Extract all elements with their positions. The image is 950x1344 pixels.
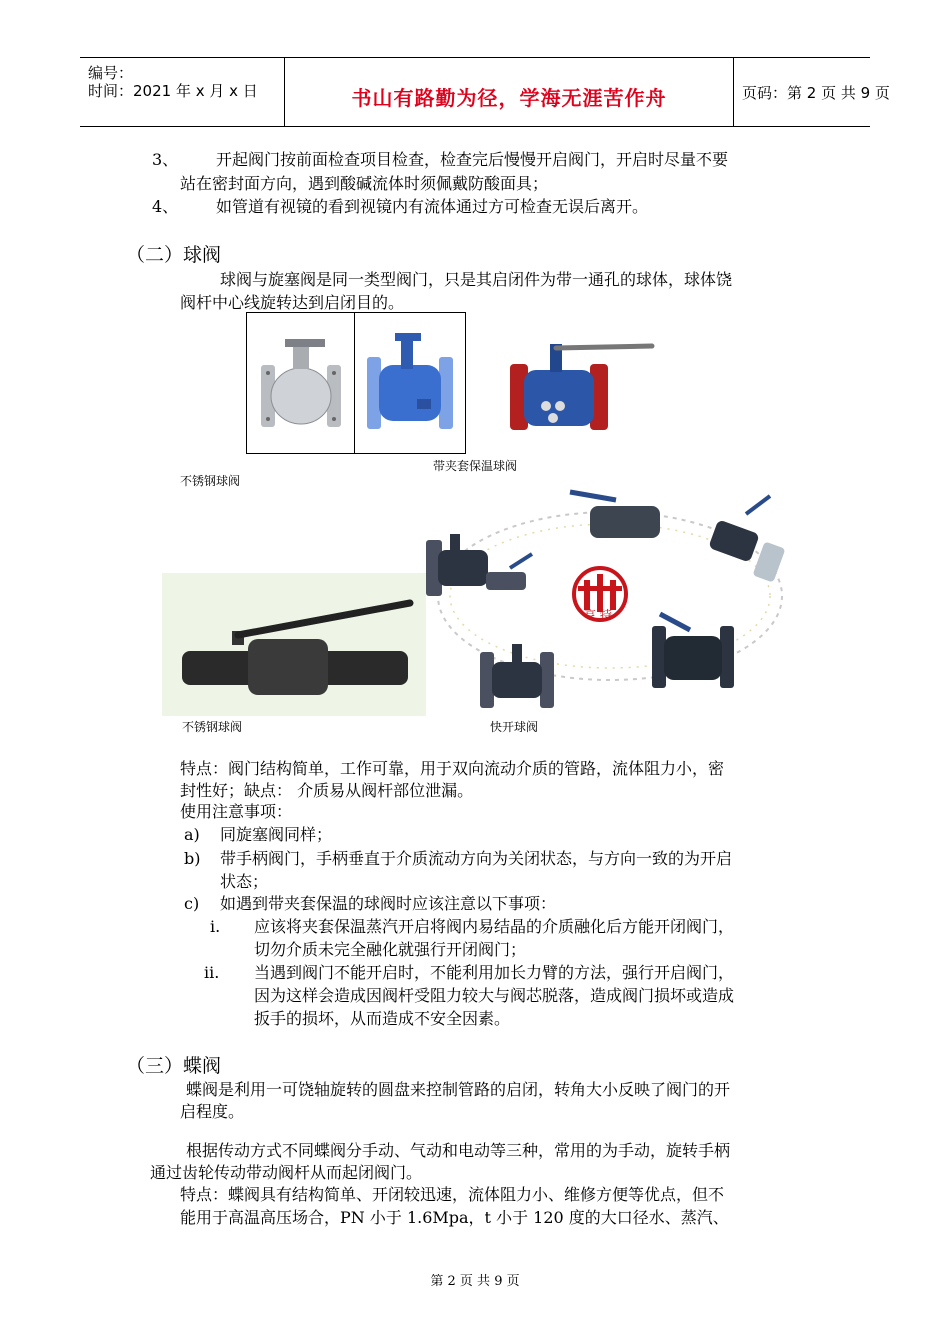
jacketed-ball-valve-image [354,312,466,454]
quick-open-ball-valve-collage [420,484,800,724]
caption-stainless-ball-valve-1: 不锈钢球阀 [180,474,241,488]
butterfly-valve-drive-line2: 通过齿轮传动带动阀杆从而起闭阀门。 [150,1163,423,1182]
sub-i-line1: 应该将夹套保温蒸汽开启将阀内易结晶的介质融化后方能开闭阀门， [254,917,735,936]
step-3-line2: 站在密封面方向，遇到酸碱流体时须佩戴防酸面具； [180,174,549,193]
stainless-valve-drawing [247,313,355,453]
sub-ii-label: ii. [204,963,220,982]
caption-jacketed-ball-valve: 带夹套保温球阀 [433,459,518,473]
butterfly-valve-heading: （三）蝶阀 [126,1055,222,1077]
logo-text: 亨 特 [584,608,612,622]
stainless-ball-valve-image [246,312,356,454]
ball-valve-heading: （二）球阀 [126,244,222,266]
note-c-label: c) [184,894,200,913]
step-3-number: 3、 [152,150,179,169]
page-footer: 第 2 页 共 9 页 [430,1274,520,1289]
note-b-line2: 状态； [220,872,269,891]
note-c-text: 如遇到带夹套保温的球阀时应该注意以下事项： [220,894,557,913]
header-motto-cell [284,58,734,126]
time-label: 时间：2021 年 x 月 x 日 [88,82,258,100]
header-right-cell [732,58,890,126]
threaded-valve-drawing [162,573,426,716]
ball-valve-notes-title: 使用注意事项： [180,802,293,821]
sub-i-line2: 切勿介质未完全融化就强行开闭阀门； [254,940,527,959]
step-4-line1: 如管道有视镜的看到视镜内有流体通过方可检查无误后离开。 [216,197,649,216]
ball-valve-features-line1: 特点：阀门结构简单，工作可靠，用于双向流动介质的管路，流体阻力小，密 [180,759,725,778]
butterfly-valve-drive-line1: 根据传动方式不同蝶阀分手动、气动和电动等三种，常用的为手动，旋转手柄 [186,1141,731,1160]
note-a-label: a) [184,825,200,844]
note-b-line1: 带手柄阀门，手柄垂直于介质流动方向为关闭状态，与方向一致的为开启 [220,849,733,868]
stainless-threaded-ball-valve-image [162,573,426,716]
serial-label: 编号： [88,64,134,82]
ball-valve-intro-line2: 阀杆中心线旋转达到启闭目的。 [180,293,405,312]
note-b-label: b) [184,849,201,868]
jacketed-valve-drawing [355,313,465,453]
sub-ii-line2: 因为这样会造成因阀杆受阻力较大与阀芯脱落，造成阀门损坏或造成 [254,986,735,1005]
caption-quick-open-ball-valve: 快开球阀 [490,720,539,734]
page-label: 页码：第 2 页 共 9 页 [742,84,890,102]
caption-stainless-ball-valve-2: 不锈钢球阀 [182,720,243,734]
step-3-line1: 开起阀门按前面检查项目检查，检查完后慢慢开启阀门，开启时尽量不要 [216,150,729,169]
jacketed-ball-valve-handle-image [502,326,662,446]
butterfly-valve-intro-line1: 蝶阀是利用一可饶轴旋转的圆盘来控制管路的启闭，转角大小反映了阀门的开 [186,1080,731,1099]
butterfly-valve-intro-line2: 启程度。 [180,1102,245,1121]
sub-ii-line1: 当遇到阀门不能开启时，不能利用加长力臂的方法，强行开启阀门， [254,963,735,982]
header-motto: 书山有路勤为径，学海无涯苦作舟 [351,86,667,110]
butterfly-valve-features-line1: 特点：蝶阀具有结构简单、开闭较迅速，流体阻力小、维修方便等优点，但不 [180,1185,725,1204]
header-left-cell [80,58,284,126]
page-header [80,57,890,127]
sub-i-label: i. [210,917,221,936]
note-a-text: 同旋塞阀同样； [220,825,333,844]
step-4-number: 4、 [152,197,179,216]
butterfly-valve-features-line2: 能用于高温高压场合，PN 小于 1.6Mpa，t 小于 120 度的大口径水、蒸汽、 [180,1208,729,1227]
sub-ii-line3: 扳手的损坏，从而造成不安全因素。 [254,1009,511,1028]
ball-valve-intro-line1: 球阀与旋塞阀是同一类型阀门，只是其启闭件为带一通孔的球体，球体饶 [220,270,733,289]
ball-valve-features-line2: 封性好；缺点： 介质易从阀杆部位泄漏。 [180,781,474,800]
